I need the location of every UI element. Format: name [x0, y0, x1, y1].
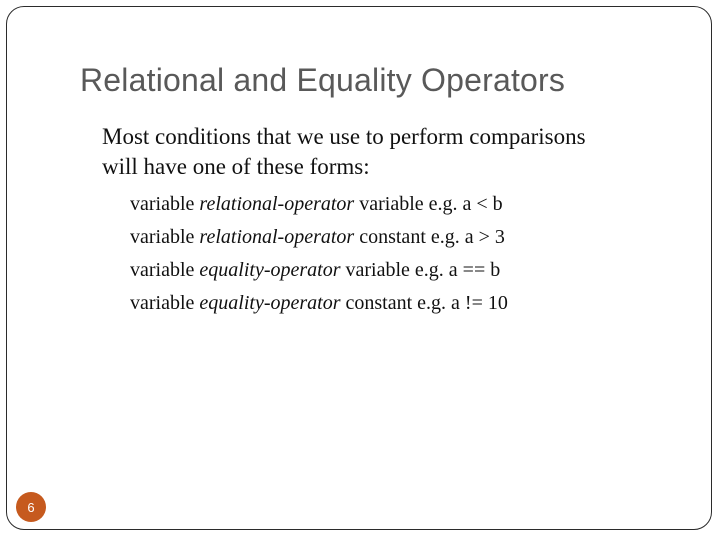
- list-item: [110, 221, 670, 254]
- list-item: [110, 188, 670, 221]
- form-lead: variable: [130, 193, 200, 215]
- intro-bullet: [82, 122, 682, 182]
- form-tail: constant e.g. a > 3: [354, 226, 505, 248]
- form-tail: variable e.g. a == b: [340, 259, 501, 281]
- page-number-badge: [16, 492, 46, 522]
- form-lead: variable: [130, 226, 200, 248]
- form-operator-kind: relational-operator: [199, 193, 355, 215]
- form-operator-kind: equality-operator: [199, 292, 341, 314]
- form-operator-kind: relational-operator: [199, 226, 355, 248]
- intro-line-2: will have one of these forms:: [102, 154, 370, 179]
- page-number: 6: [27, 499, 35, 515]
- slide-title: Relational and Equality Operators: [80, 62, 566, 98]
- intro-line-1: Most conditions that we use to perform comparisons: [102, 124, 586, 149]
- forms-list: [110, 188, 670, 320]
- list-item: [110, 254, 670, 287]
- form-lead: variable: [130, 292, 200, 314]
- form-tail: variable e.g. a < b: [354, 193, 503, 215]
- form-tail: constant e.g. a != 10: [340, 292, 508, 314]
- form-lead: variable: [130, 259, 200, 281]
- list-item: [110, 287, 670, 320]
- form-operator-kind: equality-operator: [199, 259, 341, 281]
